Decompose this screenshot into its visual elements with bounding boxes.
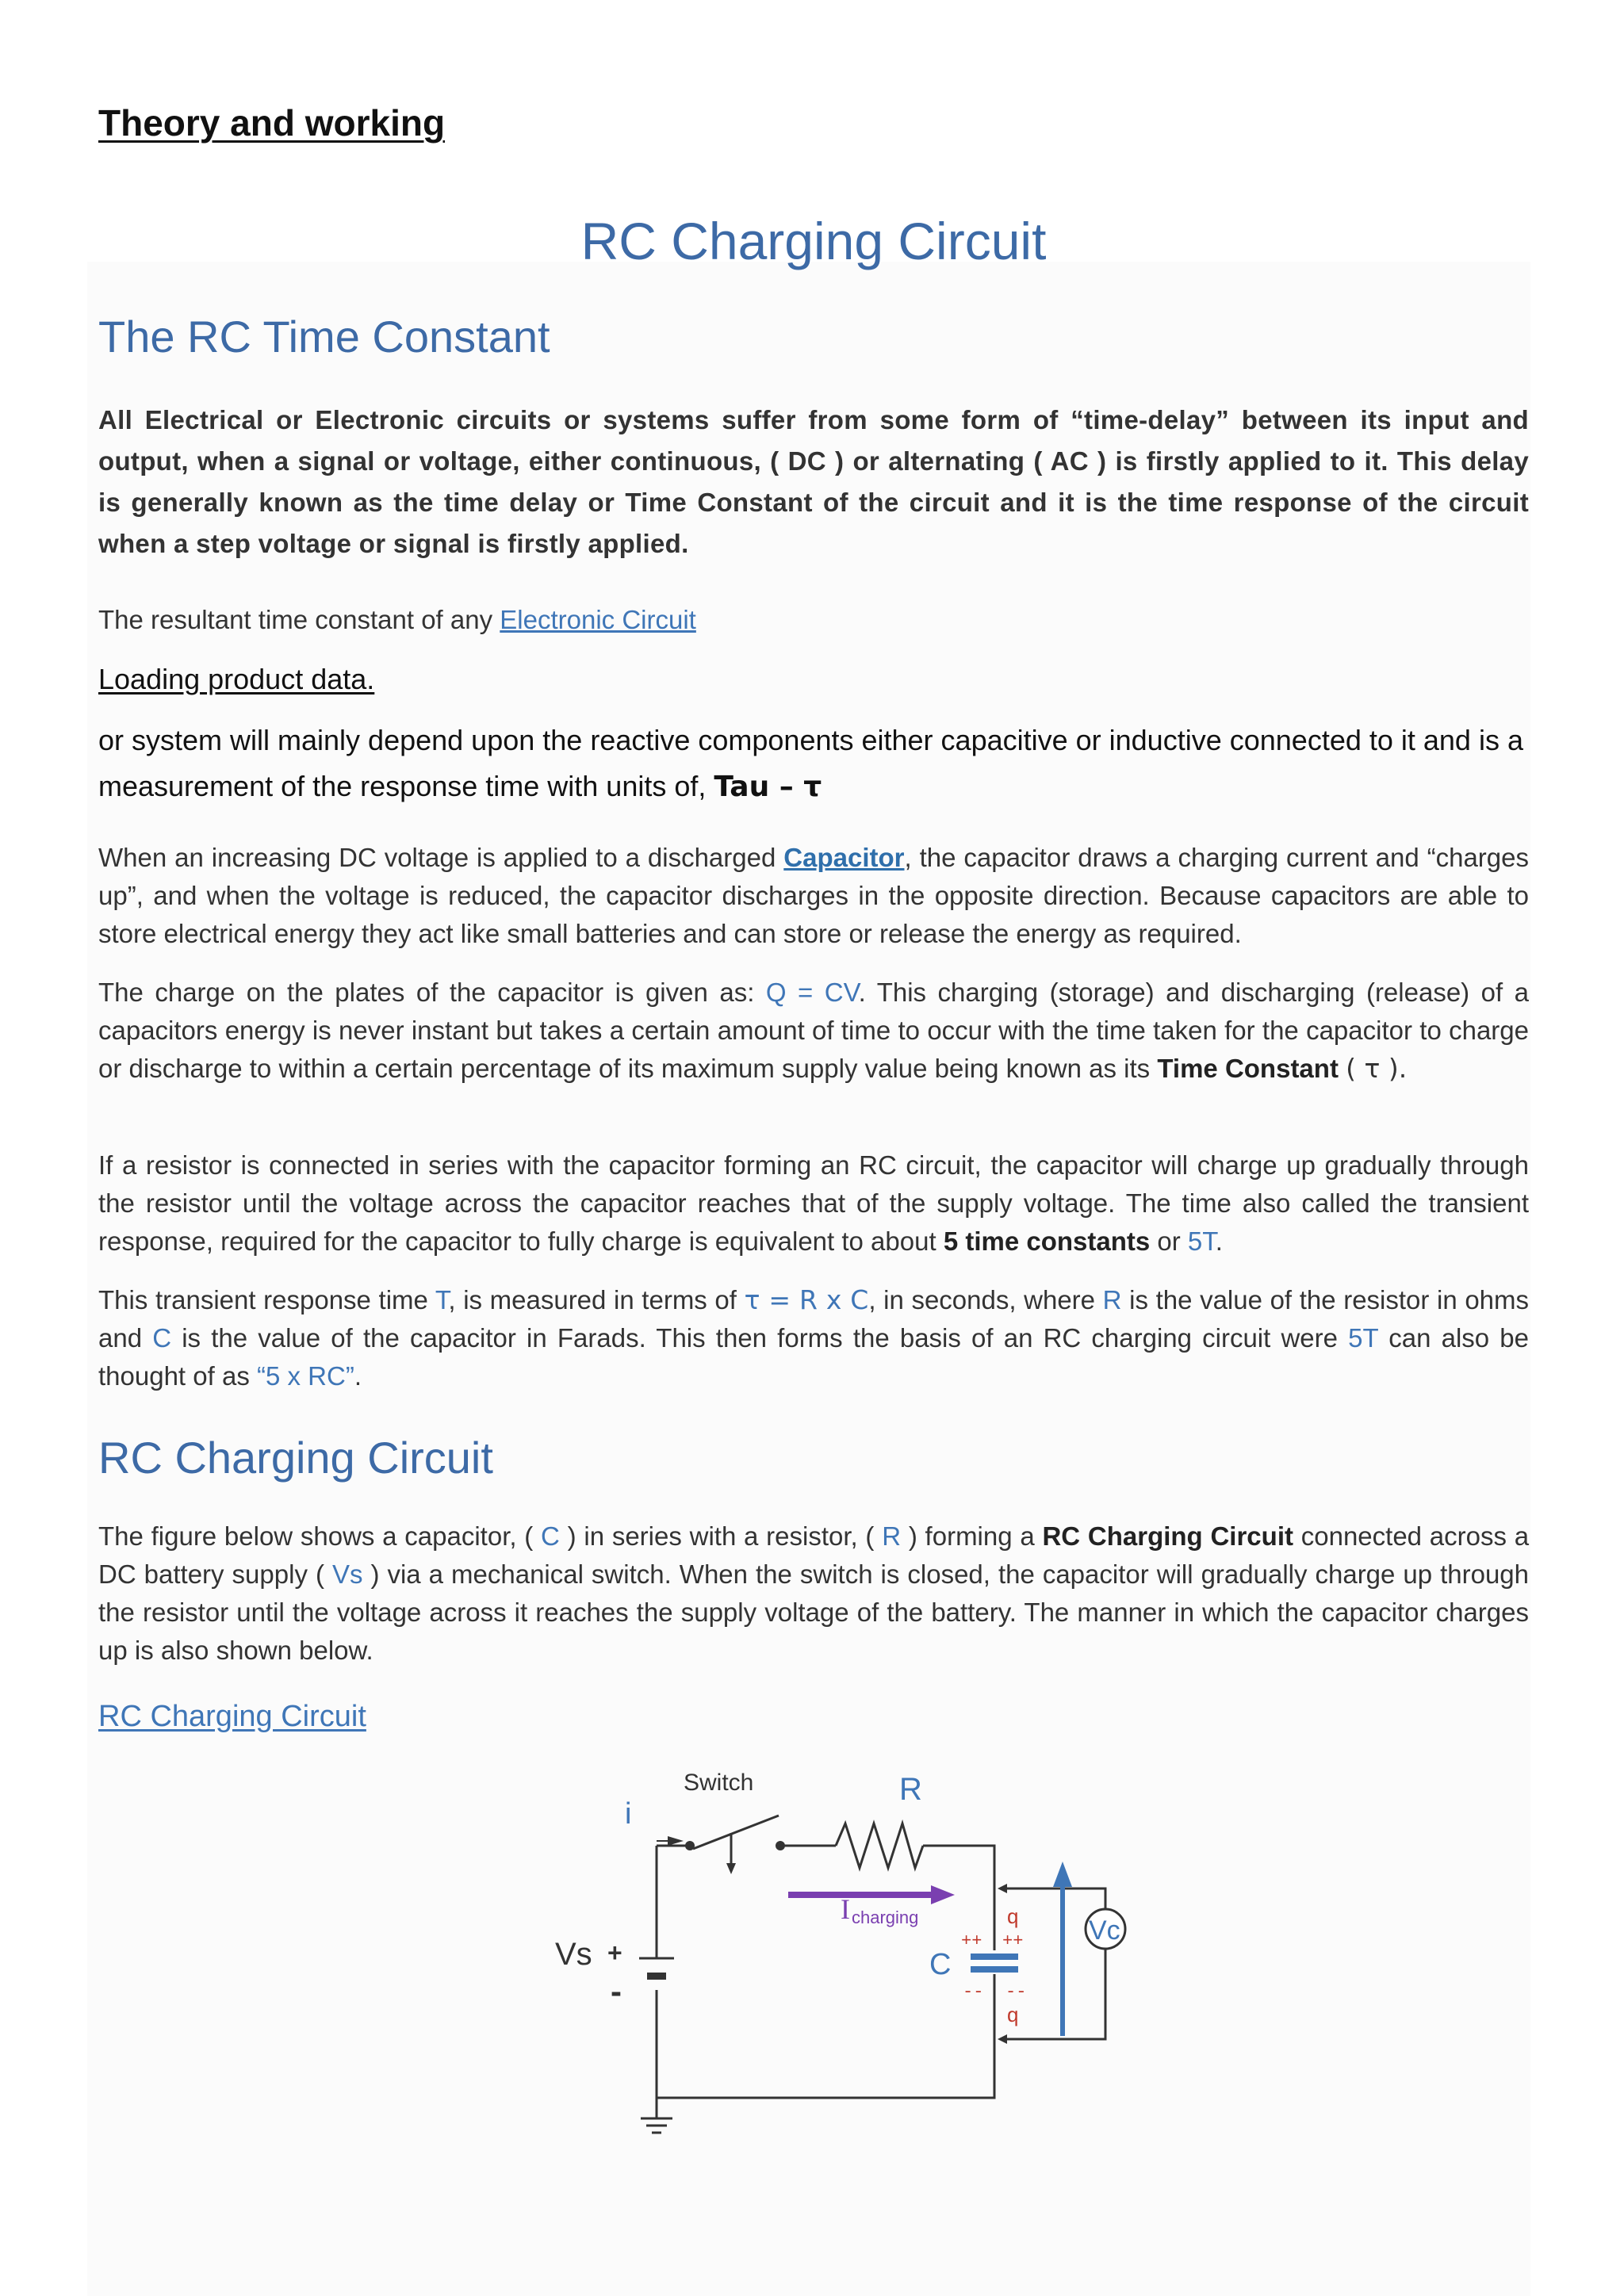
- trans-text-6: can also be thought of as: [98, 1323, 1529, 1391]
- i-charging-main: I: [841, 1893, 850, 1925]
- trans-text-4: is the value of the resistor in ohms and: [98, 1285, 1530, 1353]
- fig-text-5: ) via a mechanical switch. When the switch is closed, the capacitor will gradually charge up through the resistor until the voltage across it reaches the supply voltage of the battery. The manner in which the capacitor charges up is also shown below.: [98, 1559, 1530, 1665]
- loading-text: Loading product data.: [98, 663, 375, 695]
- fig-text-1: The figure below shows a capacitor, (: [98, 1521, 534, 1551]
- resultant-prefix: The resultant time constant of any: [98, 605, 493, 634]
- battery-plate-short: [647, 1973, 666, 1980]
- voltage-arrowhead: [1053, 1862, 1072, 1887]
- charge-text-1: The charge on the plates of the capacitor is given as:: [98, 978, 755, 1007]
- capacitor-text-2: , the capacitor draws a charging current and “charges up”, and when the voltage is reduced, the capacitor discharges in the opposite direction. Because capacitors are able to store electrical energy they act like small batteries and can store or release the energy as required.: [98, 843, 1529, 948]
- fig-text-4: connected across a DC battery supply (: [98, 1521, 1530, 1589]
- right-plus-plus: ++: [1002, 1931, 1024, 1951]
- r-symbol: R: [1102, 1285, 1122, 1314]
- page-title: RC Charging Circuit: [580, 212, 1047, 270]
- transient-paragraph: [98, 1281, 1529, 1395]
- tau-label: Tau – τ: [714, 771, 822, 803]
- switch-contact-right: [776, 1841, 785, 1850]
- q-top-label: q: [1007, 1904, 1019, 1928]
- depend-paragraph: [98, 718, 1529, 810]
- tau-paren: ( τ ).: [1346, 1053, 1408, 1084]
- t-symbol: T: [435, 1285, 449, 1314]
- current-label: i: [625, 1797, 632, 1831]
- theory-title: Theory and working: [98, 102, 446, 144]
- resistor-text-1: If a resistor is connected in series with the capacitor forming an RC circuit, the capacitor will charge up gradually through the resistor until the voltage across the capacitor reaches that of the supply voltage. The time also called the transient response, required for the capacitor to fully charge is equivalent to about: [98, 1150, 1529, 1256]
- capacitor-label: C: [929, 1948, 952, 1981]
- fig-c-symbol: C: [541, 1521, 560, 1551]
- left-plus-plus: ++: [961, 1931, 982, 1951]
- vc-label: Vc: [1089, 1915, 1120, 1946]
- trans-text-1: This transient response time: [98, 1285, 428, 1314]
- charge-paragraph: [98, 974, 1529, 1088]
- resistor-label: R: [899, 1772, 922, 1807]
- heading-rc-charging-circuit: RC Charging Circuit: [98, 1433, 493, 1483]
- switch-label: Switch: [684, 1770, 754, 1796]
- capacitor-link[interactable]: Capacitor: [783, 843, 905, 872]
- capacitor-paragraph: [98, 839, 1529, 953]
- figure-caption-link[interactable]: RC Charging Circuit: [98, 1700, 366, 1733]
- q-bottom-arrowhead: [998, 2034, 1007, 2044]
- five-time-constants: 5 time constants: [943, 1226, 1151, 1256]
- figure-description-paragraph: [98, 1517, 1529, 1670]
- fig-r-symbol: R: [882, 1521, 902, 1551]
- right-minus-minus: --: [1005, 1982, 1027, 2002]
- resistor-paragraph: [98, 1146, 1529, 1261]
- q-formula: Q = CV: [765, 978, 859, 1007]
- battery-plus: +: [607, 1938, 622, 1967]
- current-arrowhead: [668, 1836, 684, 1846]
- depend-text: or system will mainly depend upon the reactive components either capacitive or inductive connected to it and is a measurement of the response time with units of,: [98, 724, 1523, 802]
- battery-minus: -: [611, 1973, 622, 2010]
- fig-vs-symbol: Vs: [331, 1559, 363, 1589]
- charge-text-2: . This charging (storage) and discharging (release) of a capacitors energy is never instant but takes a certain amount of time to occur with the time taken for the capacitor to charge or discharge to within a certain percentage of its maximum supply value being known as its: [98, 978, 1530, 1083]
- capacitor-plate-bottom: [971, 1966, 1018, 1973]
- tau-formula: τ = R x C: [744, 1284, 869, 1315]
- trans-text-5: is the value of the capacitor in Farads. This then forms the basis of an RC charging circuit were: [182, 1323, 1338, 1353]
- charging-arrowhead: [931, 1885, 955, 1904]
- trans-text-3: , in seconds, where: [868, 1285, 1096, 1314]
- resistor-end: .: [1215, 1226, 1223, 1256]
- resultant-line: [98, 601, 1529, 639]
- q-bottom-label: q: [1007, 2003, 1019, 2026]
- c-symbol: C: [152, 1323, 172, 1353]
- fig-text-3: ) forming a: [908, 1521, 1035, 1551]
- capacitor-plate-top: [971, 1954, 1018, 1960]
- heading-rc-time-constant: The RC Time Constant: [98, 312, 550, 362]
- intro-bold-paragraph: All Electrical or Electronic circuits or systems suffer from some form of “time-delay” between its input and output, when a signal or voltage, either continuous, ( DC ) or alternating ( AC ) is firstly applied to it. This delay is generally known as the time delay or Time Constant of the circuit and it is the time response of the circuit when a step voltage or signal is firstly applied.: [98, 405, 1529, 558]
- bottom-wire: [657, 1974, 994, 2098]
- circuit-wires: [641, 1816, 1105, 2133]
- rc-charging-bold: RC Charging Circuit: [1042, 1521, 1293, 1551]
- left-minus-minus: --: [963, 1982, 984, 2002]
- switch-contact-left: [685, 1841, 695, 1850]
- electronic-circuit-link[interactable]: Electronic Circuit: [500, 605, 696, 634]
- trans-end: .: [354, 1361, 362, 1391]
- vs-label: Vs: [555, 1937, 592, 1972]
- five-t: 5T: [1187, 1226, 1216, 1256]
- rc-circuit-diagram: [527, 1760, 1304, 2156]
- trans-text-2: , is measured in terms of: [448, 1285, 737, 1314]
- switch-push-arrowhead: [726, 1863, 736, 1874]
- i-charging-sub: charging: [852, 1908, 919, 1927]
- resistor-or: or: [1157, 1226, 1181, 1256]
- resistor-zigzag: [836, 1823, 923, 1868]
- five-t-2: 5T: [1348, 1323, 1379, 1353]
- time-constant-bold: Time Constant: [1157, 1054, 1339, 1083]
- five-rc: “5 x RC”: [257, 1361, 354, 1391]
- q-top-arrowhead: [998, 1884, 1007, 1893]
- fig-text-2: ) in series with a resistor, (: [567, 1521, 875, 1551]
- capacitor-text-1: When an increasing DC voltage is applied to a discharged: [98, 843, 776, 872]
- switch-lever: [693, 1816, 779, 1849]
